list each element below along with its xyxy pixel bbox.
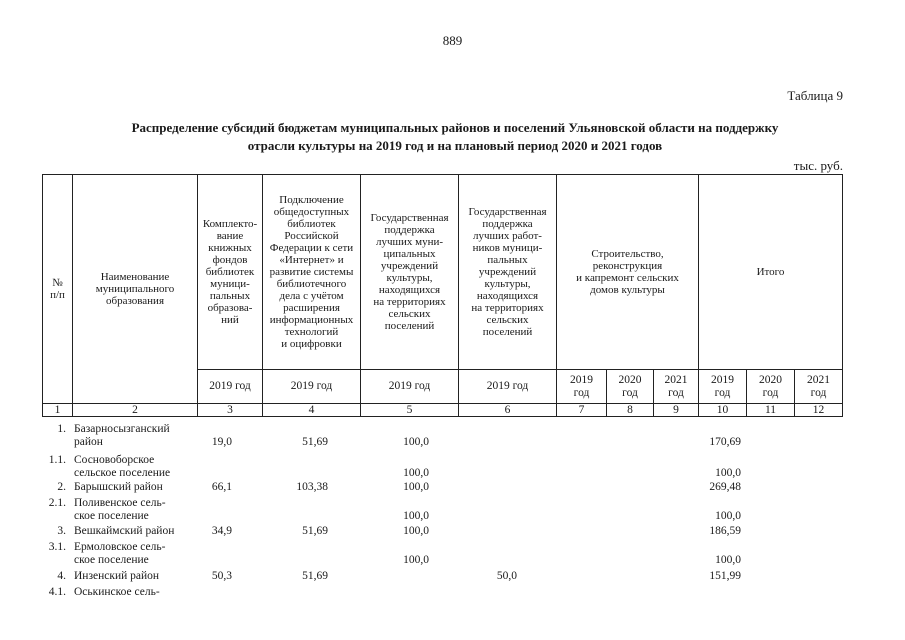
value-col6: 50,0 [496, 570, 517, 582]
table-caption: Таблица 9 [787, 88, 843, 103]
row-name-line: район [74, 436, 103, 448]
header-col5: Государственная поддержка лучших муни- ципальных учреждений культуры, находящихся на территориях сельских поселений [361, 175, 459, 370]
header-col6: Государственная поддержка лучших работ- ников муници- пальных учреждений культуры, находящихся на территориях сельских поселений [459, 175, 557, 370]
value-col5: 100,0 [403, 467, 429, 479]
units-label: тыс. руб. [793, 158, 843, 173]
value-total-2019: 100,0 [715, 467, 741, 479]
value-col4: 103,38 [296, 481, 328, 493]
row-number: 1. [57, 423, 66, 435]
year-col5: 2019 год [361, 370, 459, 404]
year-col4: 2019 год [263, 370, 361, 404]
column-number: 5 [361, 404, 459, 417]
value-total-2019: 186,59 [709, 525, 741, 537]
row-number: 3.1. [48, 541, 66, 553]
row-number: 3. [57, 525, 66, 537]
value-total-2019: 170,69 [709, 436, 741, 448]
value-col5: 100,0 [403, 436, 429, 448]
value-col5: 100,0 [403, 481, 429, 493]
value-col4: 51,69 [302, 436, 328, 448]
header-col4: Подключение общедоступных библиотек Российской Федерации к сети «Интернет» и развитие системы библиотечного дела с учётом расширения информационных технологий и оцифровки [263, 175, 361, 370]
value-col3: 34,9 [211, 525, 232, 537]
column-number: 9 [654, 404, 699, 417]
header-total: Итого [699, 175, 843, 370]
value-col5: 100,0 [403, 525, 429, 537]
value-total-2019: 269,48 [709, 481, 741, 493]
year-col6: 2019 год [459, 370, 557, 404]
year-col7: 2019 год [557, 370, 607, 404]
row-name-line: ское поселение [74, 554, 149, 566]
year-col3: 2019 год [198, 370, 263, 404]
row-name-line: Инзенский район [74, 570, 160, 582]
row-number: 1.1. [48, 454, 66, 466]
column-number: 6 [459, 404, 557, 417]
column-number: 10 [699, 404, 747, 417]
value-col3: 50,3 [211, 570, 232, 582]
column-number: 4 [263, 404, 361, 417]
value-col3: 19,0 [211, 436, 232, 448]
value-col4: 51,69 [302, 570, 328, 582]
row-name-line: Поливенское сель- [74, 497, 166, 509]
header-number: № п/п [43, 175, 73, 404]
column-number: 12 [795, 404, 843, 417]
header-construction: Строительство, реконструкция и капремонт сельских домов культуры [557, 175, 699, 370]
header-name: Наименование муниципального образования [73, 175, 198, 404]
column-number: 1 [43, 404, 73, 417]
row-number: 2.1. [48, 497, 66, 509]
value-col5: 100,0 [403, 554, 429, 566]
year-col11: 2020 год [747, 370, 795, 404]
year-col9: 2021 год [654, 370, 699, 404]
value-col4: 51,69 [302, 525, 328, 537]
column-number-row [43, 404, 843, 417]
value-col5: 100,0 [403, 510, 429, 522]
year-col10: 2019 год [699, 370, 747, 404]
value-total-2019: 100,0 [715, 554, 741, 566]
row-name-line: Ермоловское сель- [74, 541, 166, 553]
row-name-line: Барышский район [74, 481, 163, 493]
column-number: 3 [198, 404, 263, 417]
column-number: 2 [73, 404, 198, 417]
row-name-line: Базарносызганский [74, 423, 170, 435]
title-line-1: Распределение субсидий бюджетам муниципальных районов и поселений Ульяновской области на поддержку [131, 120, 779, 135]
column-number: 11 [747, 404, 795, 417]
row-name-line: Вешкаймский район [74, 525, 175, 537]
value-col3: 66,1 [211, 481, 232, 493]
header-table [42, 174, 843, 417]
column-number: 8 [607, 404, 654, 417]
column-number: 7 [557, 404, 607, 417]
document-title [40, 119, 870, 155]
value-total-2019: 100,0 [715, 510, 741, 522]
row-number: 4.1. [48, 586, 66, 598]
row-name-line: Сосновоборское [74, 454, 155, 466]
row-name-line: сельское поселение [74, 467, 171, 479]
row-name-line: ское поселение [74, 510, 149, 522]
title-line-2: отрасли культуры на 2019 год и на плановый период 2020 и 2021 годов [247, 138, 663, 153]
header-col3: Комплекто- вание книжных фондов библиотек муници- пальных образова- ний [198, 175, 263, 370]
year-col12: 2021 год [795, 370, 843, 404]
row-number: 2. [57, 481, 66, 493]
row-name-line: Оськинское сель- [74, 586, 160, 598]
row-number: 4. [57, 570, 66, 582]
value-total-2019: 151,99 [709, 570, 741, 582]
year-col8: 2020 год [607, 370, 654, 404]
page-number: 889 [442, 33, 463, 48]
